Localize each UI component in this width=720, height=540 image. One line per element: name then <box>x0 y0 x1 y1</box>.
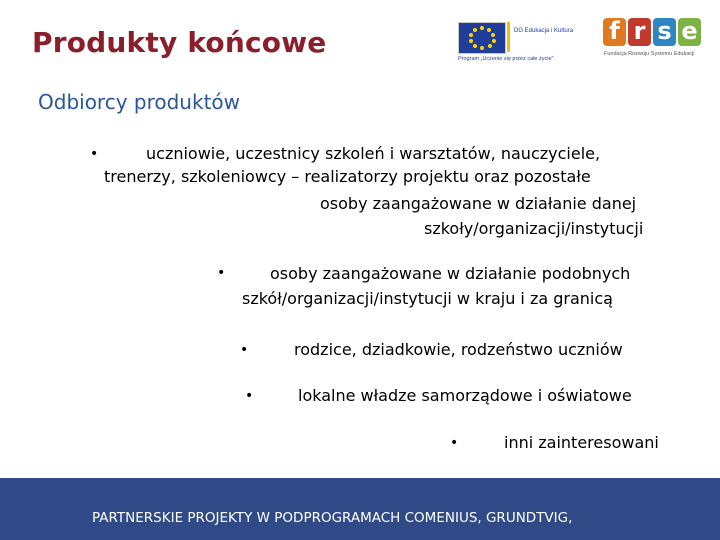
frse-letter-r: r <box>628 18 651 46</box>
bullet-marker: • <box>217 265 226 281</box>
frse-letter-e: e <box>678 18 701 46</box>
section-subtitle: Odbiorcy produktów <box>38 90 241 114</box>
frse-letter-s: s <box>653 18 676 46</box>
list-item-line: inni zainteresowani <box>504 433 659 452</box>
list-item-line: osoby zaangażowane w działanie podobnych <box>270 264 631 283</box>
list-item-line: uczniowie, uczestnicy szkoleń i warsztatów, nauczyciele, <box>146 144 601 163</box>
footer-bar <box>0 478 720 540</box>
eu-flag-icon <box>458 22 506 54</box>
frse-subtitle: Fundacja Rozwoju Systemu Edukacji <box>604 51 695 57</box>
slide-title: Produkty końcowe <box>32 26 327 59</box>
frse-letter-f: f <box>603 18 626 46</box>
list-item-line: lokalne władze samorządowe i oświatowe <box>298 386 632 405</box>
eu-program-name: Program „Uczenie się przez całe życie” <box>458 56 554 62</box>
list-item-line: trenerzy, szkoleniowcy – realizatorzy projektu oraz pozostałe <box>104 167 591 186</box>
eu-program-label: DG Edukacja i Kultura <box>514 28 574 34</box>
bullet-marker: • <box>90 146 99 162</box>
list-item-line: szkoły/organizacji/instytucji <box>424 219 644 238</box>
list-item-line: szkół/organizacji/instytucji w kraju i za granicą <box>242 289 613 308</box>
bullet-marker: • <box>450 435 459 451</box>
logos-area <box>454 18 704 70</box>
eu-stripe <box>507 22 510 52</box>
footer-text: PARTNERSKIE PROJEKTY W PODPROGRAMACH COMENIUS, GRUNDTVIG, <box>92 510 573 526</box>
bullet-marker: • <box>245 388 254 404</box>
list-item-line: osoby zaangażowane w działanie danej <box>320 194 637 213</box>
bullet-marker: • <box>240 342 249 358</box>
list-item-line: rodzice, dziadkowie, rodzeństwo uczniów <box>294 340 623 359</box>
frse-logo <box>603 18 701 48</box>
